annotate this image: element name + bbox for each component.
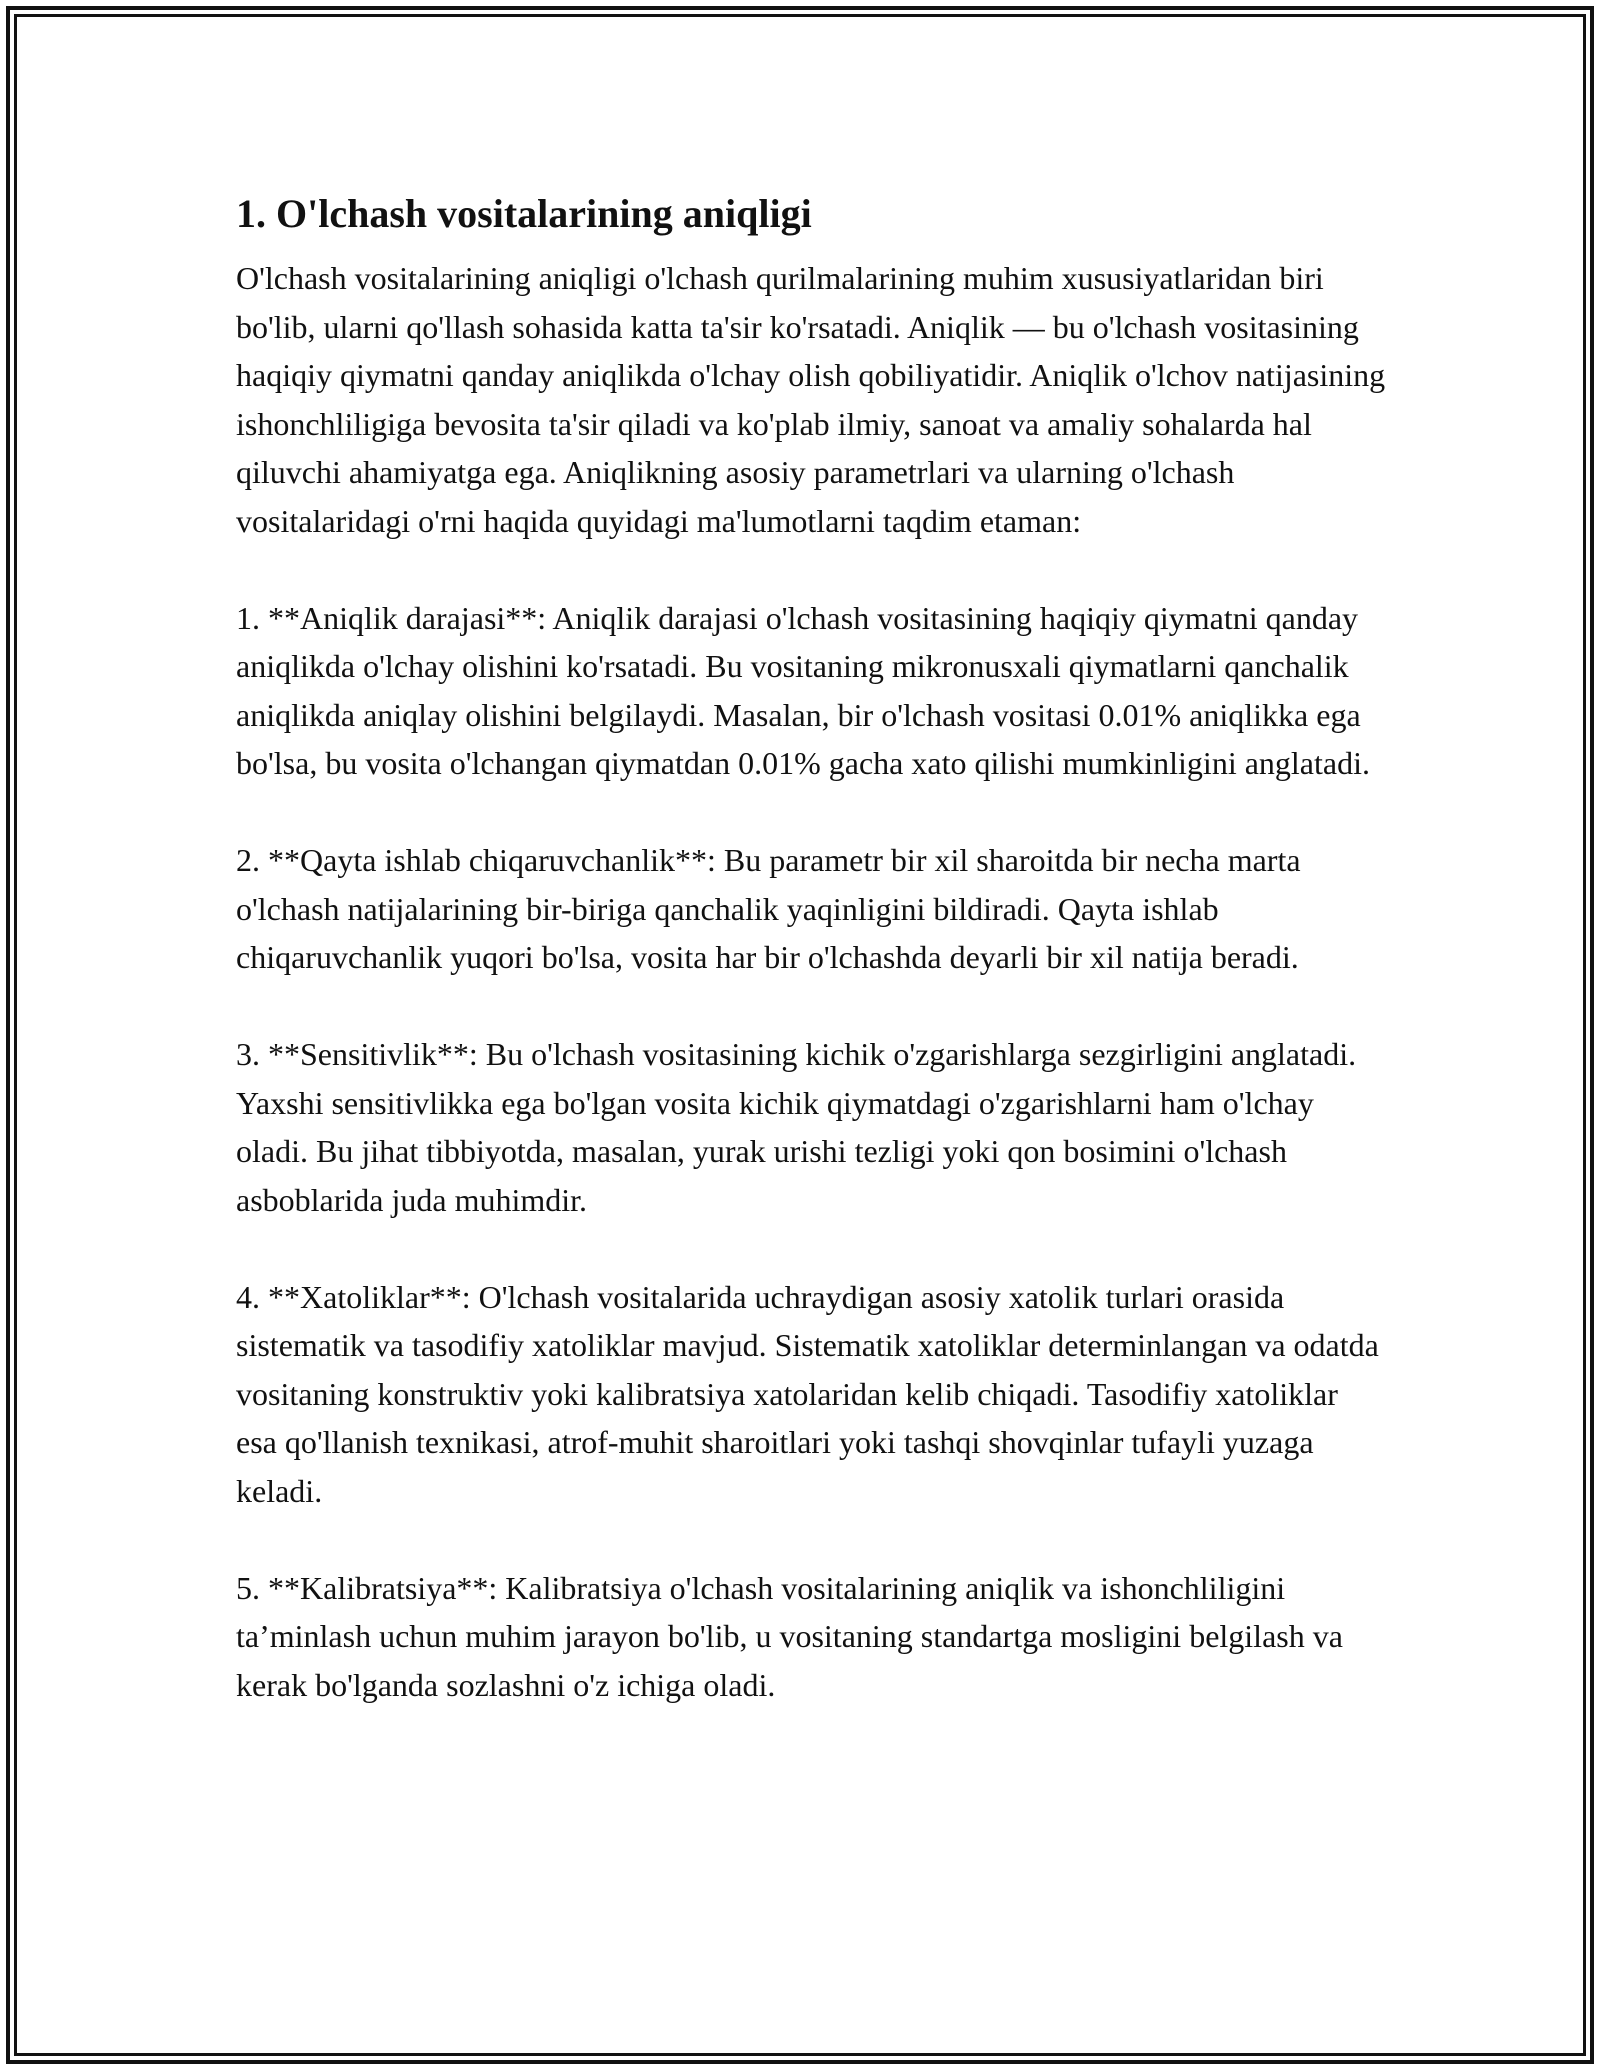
list-item-aniqlik-darajasi: 1. **Aniqlik darajasi**: Aniqlik darajasi o'lchash vositasining haqiqiy qiymatni qanday aniqlikda o'lchay olishini ko'rsatadi. Bu vositaning mikronusxali qiymatlarni qanchalik aniqlikda aniqlay olishini belgilaydi. Masalan, bir o'lchash vositasi 0.01% aniqlikka ega bo'lsa, bu vosita o'lchangan qiymatdan 0.01% gacha xato qilishi mumkinligini anglatadi.: [236, 599, 1370, 781]
list-item-sensitivlik: 3. **Sensitivlik**: Bu o'lchash vositasining kichik o'zgarishlarga sezgirligini anglatadi. Yaxshi sensitivlikka ega bo'lgan vosita kichik qiymatdagi o'zgarishlarni ham o'lchay oladi. Bu jihat tibbiyotda, masalan, yurak urishi tezligi yoki qon bosimini o'lchash asboblarida juda muhimdir.: [236, 1036, 1357, 1218]
page-title: 1. O'lchash vositalarining aniqligi: [236, 191, 812, 236]
document-body: [236, 186, 1386, 1709]
list-item-qayta-ishlab-chiqaruvchanlik: 2. **Qayta ishlab chiqaruvchanlik**: Bu parametr bir xil sharoitda bir necha marta o'lchash natijalarining bir-biriga qanchalik yaqinligini bildiradi. Qayta ishlab chiqaruvchanlik yuqori bo'lsa, vosita har bir o'lchashda deyarli bir xil natija beradi.: [236, 842, 1301, 975]
list-item-xatoliklar: 4. **Xatoliklar**: O'lchash vositalarida uchraydigan asosiy xatolik turlari orasida sistematik va tasodifiy xatoliklar mavjud. Sistematik xatoliklar determinlangan va odatda vositaning konstruktiv yoki kalibratsiya xatolaridan kelib chiqadi. Tasodifiy xatoliklar esa qo'llanish texnikasi, atrof-muhit sharoitlari yoki tashqi shovqinlar tufayli yuzaga keladi.: [236, 1278, 1379, 1509]
list-item-kalibratsiya: 5. **Kalibratsiya**: Kalibratsiya o'lchash vositalarining aniqlik va ishonchliligini ta’minlash uchun muhim jarayon bo'lib, u vositaning standartga mosligini belgilash va kerak bo'lganda sozlashni o'z ichiga oladi.: [236, 1569, 1343, 1703]
intro-paragraph: O'lchash vositalarining aniqligi o'lchash qurilmalarining muhim xususiyatlaridan biri bo'lib, ularni qo'llash sohasida katta ta'sir ko'rsatadi. Aniqlik — bu o'lchash vositasining haqiqiy qiymatni qanday aniqlikda o'lchay olish qobiliyatidir. Aniqlik o'lchov natijasining ishonchliligiga bevosita ta'sir qiladi va ko'plab ilmiy, sanoat va amaliy sohalarda hal qiluvchi ahamiyatga ega. Aniqlikning asosiy parametrlari va ularning o'lchash vositalaridagi o'rni haqida quyidagi ma'lumotlarni taqdim etaman:: [236, 260, 1386, 539]
